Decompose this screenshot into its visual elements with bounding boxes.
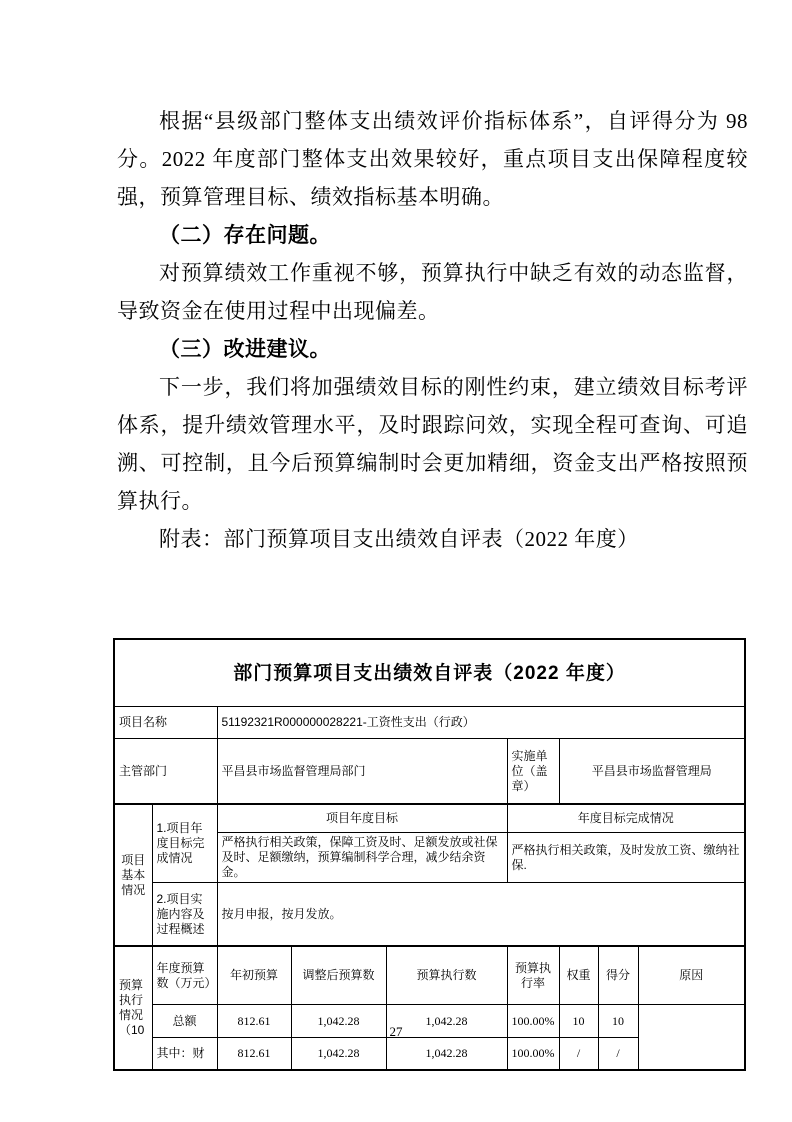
row-fiscal-adjusted: 1,042.28 [291,1038,386,1071]
row-fiscal-score: / [598,1038,638,1071]
table-title: 部门预算项目支出绩效自评表（2022 年度） [114,639,745,707]
basic-row2-body: 按月申报，按月发放。 [217,883,745,947]
goal-completion-header: 年度目标完成情况 [507,804,745,833]
row-fiscal-label: 其中：财 [152,1038,217,1071]
basic-group-label: 项目基本情况 [114,804,152,946]
row-fiscal-executed: 1,042.28 [386,1038,507,1071]
row-total-label: 总额 [152,1005,217,1038]
row-total-executed: 1,042.28 [386,1005,507,1038]
dept-label: 主管部门 [114,739,217,805]
row-total-initial: 812.61 [217,1005,291,1038]
impl-unit-label: 实施单位（盖章） [507,739,559,805]
paragraph-summary: 根据“县级部门整体支出绩效评价指标体系”，自评得分为 98 分。2022 年度部门整体支出效果较好，重点项目支出保障程度较强，预算管理目标、绩效指标基本明确。 [117,109,748,209]
annual-goal-header: 项目年度目标 [217,804,507,833]
dept-value: 平昌县市场监督管理局部门 [217,739,507,805]
annual-goal-body: 严格执行相关政策，保障工资及时、足额发放或社保及时、足额缴纳，预算编制科学合理，减少结余资金。 [217,833,507,883]
budget-group-label: 预算执行情况（10 [114,946,152,1070]
header-reason: 原因 [638,946,745,1005]
heading-suggestions: （三）改进建议。 [159,337,331,361]
header-score: 得分 [598,946,638,1005]
header-initial-budget: 年初预算 [217,946,291,1005]
header-weight: 权重 [559,946,598,1005]
row-total-weight: 10 [559,1005,598,1038]
basic-row1-label: 1.项目年度目标完成情况 [152,804,217,883]
goal-completion-body: 严格执行相关政策，及时发放工资、缴纳社保. [507,833,745,883]
header-execution-rate: 预算执行率 [507,946,559,1005]
row-fiscal-rate: 100.00% [507,1038,559,1071]
header-adjusted-budget: 调整后预算数 [291,946,386,1005]
row-fiscal-initial: 812.61 [217,1038,291,1071]
self-evaluation-table [113,638,746,1071]
document-body [117,102,748,558]
project-name-value: 51192321R000000028221-工资性支出（行政） [217,707,745,739]
basic-row2-label: 2.项目实施内容及过程概述 [152,883,217,947]
header-executed-budget: 预算执行数 [386,946,507,1005]
heading-problems: （二）存在问题。 [159,223,331,247]
row-total-adjusted: 1,042.28 [291,1005,386,1038]
header-annual-budget: 年度预算数（万元） [152,946,217,1005]
page-number: 27 [389,1024,403,1039]
row-total-score: 10 [598,1005,638,1038]
paragraph-attachment-note: 附表：部门预算项目支出绩效自评表（2022 年度） [159,527,639,551]
project-name-label: 项目名称 [114,707,217,739]
row-total-rate: 100.00% [507,1005,559,1038]
paragraph-problems: 对预算绩效工作重视不够，预算执行中缺乏有效的动态监督，导致资金在使用过程中出现偏差。 [117,261,748,323]
row-fiscal-weight: / [559,1038,598,1071]
paragraph-suggestions: 下一步，我们将加强绩效目标的刚性约束，建立绩效目标考评体系，提升绩效管理水平，及时跟踪问效，实现全程可查询、可追溯、可控制，且今后预算编制时会更加精细，资金支出严格按照预算执行。 [117,375,748,513]
impl-unit-value: 平昌县市场监督管理局 [559,739,745,805]
